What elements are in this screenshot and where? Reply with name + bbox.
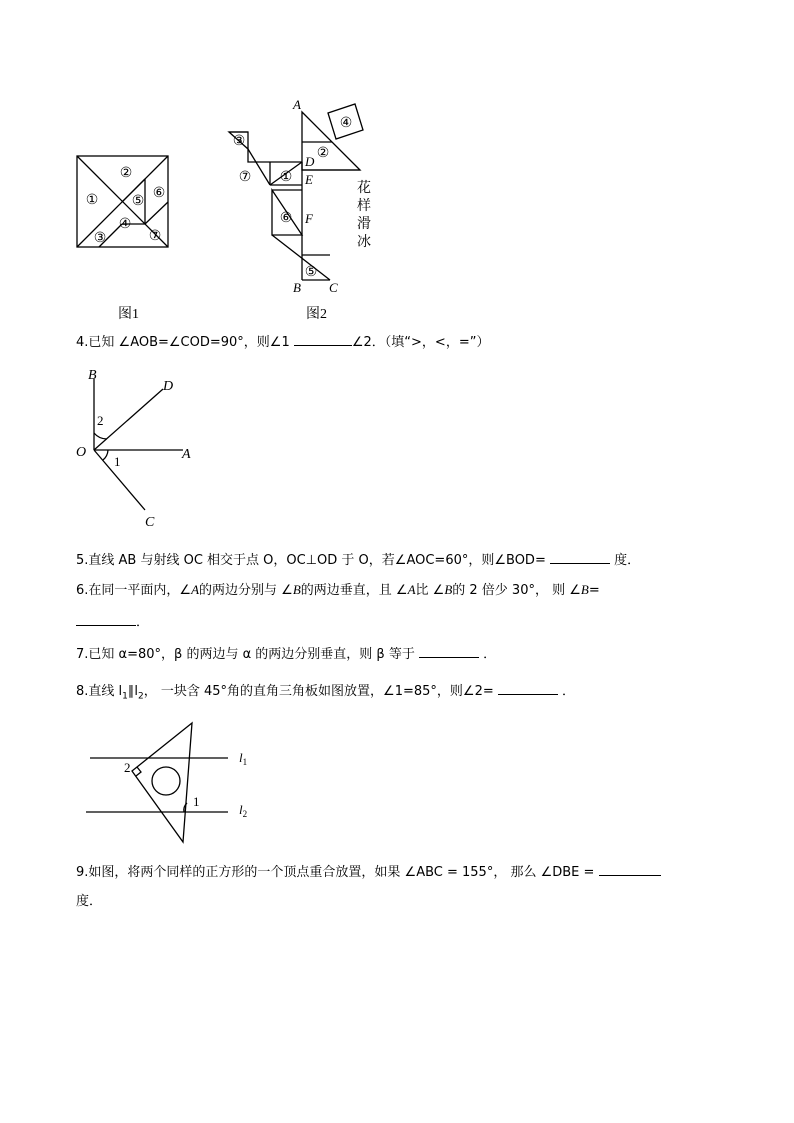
figure-q8-triangle (80, 718, 270, 848)
point-A: A (293, 97, 301, 112)
fig2-piece-5: ⑤ (304, 265, 318, 280)
q8-answer-blank[interactable] (498, 681, 558, 695)
fig1-piece-2: ② (119, 166, 133, 181)
q7-text-b: ． (483, 647, 497, 662)
fig2-piece-4: ④ (339, 116, 353, 131)
q4-angle-1: 1 (114, 454, 121, 469)
point-B: B (293, 280, 301, 295)
q4-point-D: D (163, 379, 174, 394)
fig1-piece-3: ③ (93, 231, 107, 246)
vertical-char-4: 冰 (357, 234, 371, 250)
point-D: D (305, 154, 315, 169)
q6-var-B2: B (444, 582, 453, 597)
q6-end: ． (136, 615, 150, 630)
vertical-char-1: 花 (357, 180, 371, 196)
q6-var-A: A (191, 582, 200, 597)
question-7 (76, 644, 496, 664)
q5-text-a: 5.直线 AB 与射线 OC 相交于点 O，OC⊥OD 于 O，若∠AOC=60°，则∠BOD= (76, 553, 546, 568)
q5-text-b: 度． (614, 553, 641, 568)
question-9-line-2 (76, 893, 102, 911)
fig2-piece-6: ⑥ (279, 211, 293, 226)
point-C: C (329, 280, 338, 295)
figure-1-tangram-square (70, 150, 180, 255)
q4-angle-2: 2 (97, 413, 104, 428)
point-F: F (305, 211, 313, 226)
fig2-caption: 图2 (306, 307, 327, 322)
q6-text-b: 的两边分别与 ∠ (199, 583, 293, 598)
q6-var-B: B (292, 582, 301, 597)
question-6 (76, 581, 600, 600)
q4-answer-blank[interactable] (294, 332, 352, 346)
q9-text-a: 9.如图，将两个同样的正方形的一个顶点重合放置，如果 ∠ABC = 155°， 那么 ∠DBE = (76, 865, 595, 880)
fig2-piece-2: ② (316, 146, 330, 161)
q6-text-a: 6.在同一平面内，∠ (76, 583, 192, 598)
q6-text-f: = (588, 583, 600, 598)
fig1-piece-5: ⑤ (131, 194, 145, 209)
q8-text-c: ． (562, 684, 576, 699)
q4-text-b: ∠2．（填“>，<，=”） (351, 335, 490, 350)
question-4 (76, 332, 489, 352)
fig1-piece-7: ⑦ (148, 229, 162, 244)
fig1-piece-6: ⑥ (152, 186, 166, 201)
point-E: E (305, 172, 313, 187)
q7-answer-blank[interactable] (419, 644, 479, 658)
figure-q4-angles (70, 362, 210, 534)
q8-text-mid: ∥l (127, 684, 139, 699)
q4-point-O: O (76, 445, 87, 460)
q6-text-e: 的 2 倍少 30°， 则 ∠ (452, 583, 581, 598)
q9-line-2: 度． (76, 894, 103, 909)
q8-line-l1: $l_1$ (239, 750, 248, 767)
fig2-piece-1: ① (279, 170, 293, 185)
q4-point-A: A (182, 447, 191, 462)
vertical-char-2: 样 (357, 198, 371, 214)
q8-angle-2: 2 (124, 760, 131, 775)
q6-text-d: 比 ∠ (415, 583, 445, 598)
fig2-piece-7: ⑦ (238, 170, 252, 185)
q8-sub-2: 2 (138, 691, 144, 702)
q6-text-c: 的两边垂直，且 ∠ (300, 583, 408, 598)
fig1-caption: 图1 (118, 307, 139, 322)
figure-2-tangram-skater (210, 95, 380, 300)
q6-answer-blank[interactable] (76, 612, 136, 626)
fig2-piece-3: ③ (232, 134, 246, 149)
q7-text-a: 7.已知 α=80°，β 的两边与 α 的两边分别垂直，则 β 等于 (76, 647, 415, 662)
q8-text-a: 8.直线 l (76, 684, 123, 699)
q4-text-a: 4.已知 ∠AOB=∠COD=90°，则∠1 (76, 335, 290, 350)
question-9 (76, 862, 661, 882)
q5-answer-blank[interactable] (550, 550, 610, 564)
question-5 (76, 550, 640, 570)
q4-point-B: B (88, 368, 97, 383)
q4-point-C: C (145, 515, 155, 530)
fig1-piece-1: ① (85, 193, 99, 208)
q6-var-A2: A (407, 582, 416, 597)
q9-answer-blank[interactable] (599, 862, 661, 876)
vertical-char-3: 滑 (357, 216, 371, 232)
q8-sub-1: 1 (122, 691, 128, 702)
q8-text-b: ， 一块含 45°角的直角三角板如图放置，∠1=85°，则∠2= (143, 684, 494, 699)
q8-line-l2: $l_2$ (239, 802, 248, 819)
question-8 (76, 681, 575, 706)
q6-var-B3: B (580, 582, 589, 597)
fig1-piece-4: ④ (118, 217, 132, 232)
q8-angle-1: 1 (193, 794, 200, 809)
question-6-line-2 (76, 612, 149, 632)
